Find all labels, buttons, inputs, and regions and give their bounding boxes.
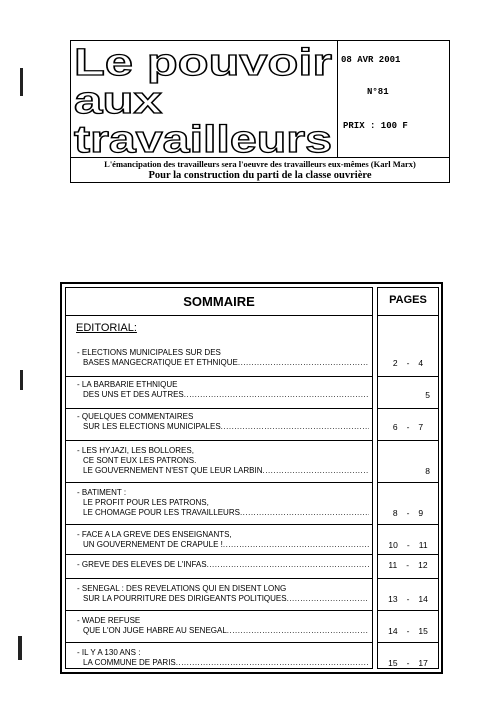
toc-entry-line: DES UNS ET DES AUTRES bbox=[83, 390, 184, 399]
page-to: 14 bbox=[418, 594, 428, 604]
toc-entry-line: - GREVE DES ELEVES DE L'INFAS bbox=[77, 560, 207, 569]
toc-entry-line: LA COMMUNE DE PARIS bbox=[83, 658, 176, 667]
toc-entry-line: - FACE A LA GREVE DES ENSEIGNANTS, bbox=[77, 530, 232, 539]
toc-entry bbox=[77, 380, 369, 400]
toc-entry-line: - IL Y A 130 ANS : bbox=[77, 648, 141, 657]
page-to: 5 bbox=[425, 390, 430, 400]
toc-entry-line: - LA BARBARIE ETHNIQUE bbox=[77, 380, 178, 389]
leader-dots bbox=[176, 658, 369, 668]
pages-divider bbox=[378, 376, 438, 377]
toc-entry-line: - BATIMENT : bbox=[77, 488, 127, 497]
toc-entry bbox=[77, 530, 369, 550]
toc-entry bbox=[77, 488, 369, 518]
page-range-dash: - bbox=[406, 626, 410, 636]
sommaire-title: SOMMAIRE bbox=[183, 294, 255, 309]
pages-column bbox=[377, 287, 439, 669]
page-range-dash: - bbox=[406, 658, 410, 668]
leader-dots bbox=[223, 540, 369, 550]
entry-divider bbox=[66, 440, 372, 441]
leader-dots bbox=[287, 594, 369, 604]
page-to: 9 bbox=[418, 508, 424, 518]
scan-mark-bottom bbox=[18, 636, 22, 660]
page-from: 15 bbox=[388, 658, 398, 668]
issue-date: 08 AVR 2001 bbox=[341, 55, 401, 65]
header-divider bbox=[66, 315, 372, 316]
leader-dots bbox=[221, 422, 369, 432]
page-range-dash: - bbox=[406, 540, 410, 550]
pages-divider bbox=[378, 578, 438, 579]
entry-divider bbox=[66, 642, 372, 643]
toc-page-range bbox=[378, 626, 438, 636]
leader-dots bbox=[227, 626, 369, 636]
page-range-dash: - bbox=[406, 508, 410, 518]
toc-entry-line: SUR LA POURRITURE DES DIRIGEANTS POLITIQUES bbox=[83, 594, 287, 603]
toc-page-range bbox=[378, 560, 438, 570]
title-line-1: Le pouvoir bbox=[74, 42, 333, 84]
toc-entry bbox=[77, 412, 369, 432]
leader-dots bbox=[184, 390, 369, 400]
pages-divider bbox=[378, 642, 438, 643]
page-from: 14 bbox=[388, 626, 398, 636]
page-from: 6 bbox=[392, 422, 398, 432]
toc-page-range bbox=[378, 358, 438, 368]
scan-mark-top bbox=[20, 68, 23, 96]
pages-divider bbox=[378, 440, 438, 441]
toc-entry-line: UN GOUVERNEMENT DE CRAPULE ! bbox=[83, 540, 223, 549]
leader-dots bbox=[238, 358, 369, 368]
masthead-footer bbox=[71, 157, 449, 183]
page-to: 4 bbox=[418, 358, 424, 368]
entry-divider bbox=[66, 578, 372, 579]
toc-entry bbox=[77, 616, 369, 636]
toc-page-range bbox=[378, 540, 438, 550]
entry-divider bbox=[66, 610, 372, 611]
toc-page-range bbox=[378, 508, 438, 518]
page-to: 7 bbox=[418, 422, 424, 432]
masthead-info bbox=[337, 41, 449, 157]
toc-entry bbox=[77, 584, 369, 604]
page-to: 15 bbox=[418, 626, 428, 636]
page-range-dash: - bbox=[406, 594, 410, 604]
table-of-contents bbox=[60, 282, 443, 674]
entry-divider bbox=[66, 554, 372, 555]
page-range-dash: - bbox=[406, 560, 410, 570]
toc-entry-line: - QUELQUES COMMENTAIRES bbox=[77, 412, 194, 421]
pages-title: PAGES bbox=[389, 294, 427, 306]
toc-entry-line: - WADE REFUSE bbox=[77, 616, 141, 625]
pages-header-divider bbox=[378, 315, 438, 316]
toc-entry-line: CE SONT EUX LES PATRONS. bbox=[83, 456, 197, 465]
issue-number: N°81 bbox=[367, 87, 389, 97]
pages-divider bbox=[378, 482, 438, 483]
entry-divider bbox=[66, 408, 372, 409]
page-to: 11 bbox=[418, 540, 428, 550]
page-range-dash: - bbox=[406, 358, 410, 368]
toc-entry bbox=[77, 648, 369, 668]
toc-page-range bbox=[378, 390, 438, 400]
toc-page-range bbox=[378, 466, 438, 476]
masthead-title bbox=[71, 41, 338, 157]
entry-divider bbox=[66, 376, 372, 377]
marx-quote: L'émancipation des travailleurs sera l'oeuvre des travailleurs eux-mêmes (Karl Marx) bbox=[104, 159, 416, 169]
page-from: 13 bbox=[388, 594, 398, 604]
page-to: 17 bbox=[418, 658, 428, 668]
outlined-title-logo bbox=[71, 41, 337, 157]
toc-entry-line: BASES MANGECRATIQUE ET ETHNIQUE bbox=[83, 358, 238, 367]
toc-entry-line: QUE L'ON JUGE HABRE AU SENEGAL bbox=[83, 626, 227, 635]
pages-divider bbox=[378, 610, 438, 611]
page-from: 10 bbox=[388, 540, 398, 550]
toc-entry-line: - ELECTIONS MUNICIPALES SUR DES bbox=[77, 348, 221, 357]
toc-entry-line: SUR LES ELECTIONS MUNICIPALES bbox=[83, 422, 221, 431]
page-to: 12 bbox=[418, 560, 428, 570]
title-line-2: aux bbox=[74, 80, 162, 122]
title-line-3: travailleurs bbox=[74, 119, 332, 157]
party-slogan: Pour la construction du parti de la classe ouvrière bbox=[148, 170, 372, 181]
page-to: 8 bbox=[425, 466, 430, 476]
page-range-dash: - bbox=[406, 422, 410, 432]
toc-entry bbox=[77, 446, 369, 476]
issue-price: PRIX : 100 F bbox=[343, 121, 408, 131]
entry-divider bbox=[66, 482, 372, 483]
entry-divider bbox=[66, 524, 372, 525]
page-from: 2 bbox=[392, 358, 398, 368]
toc-page-range bbox=[378, 422, 438, 432]
pages-divider bbox=[378, 408, 438, 409]
toc-entry bbox=[77, 560, 369, 570]
toc-entry-line: - SENEGAL : DES REVELATIONS QUI EN DISENT LONG bbox=[77, 584, 287, 593]
editorial-heading: EDITORIAL: bbox=[76, 322, 137, 334]
leader-dots bbox=[207, 560, 369, 570]
toc-page-range bbox=[378, 594, 438, 604]
contents-column bbox=[65, 287, 373, 669]
leader-dots bbox=[263, 466, 370, 476]
pages-divider bbox=[378, 554, 438, 555]
toc-entry-line: LE CHOMAGE POUR LES TRAVAILLEURS bbox=[83, 508, 240, 517]
leader-dots bbox=[240, 508, 369, 518]
toc-entry-line: - LES HYJAZI, LES BOLLORES, bbox=[77, 446, 194, 455]
masthead bbox=[70, 40, 450, 183]
toc-page-range bbox=[378, 658, 438, 668]
scan-mark-middle bbox=[20, 370, 23, 390]
toc-entry-line: LE GOUVERNEMENT N'EST QUE LEUR LARBIN bbox=[83, 466, 263, 475]
pages-divider bbox=[378, 524, 438, 525]
page-from: 11 bbox=[388, 560, 398, 570]
toc-entry bbox=[77, 348, 369, 368]
toc-entry-line: LE PROFIT POUR LES PATRONS, bbox=[83, 498, 209, 507]
page-from: 8 bbox=[392, 508, 398, 518]
